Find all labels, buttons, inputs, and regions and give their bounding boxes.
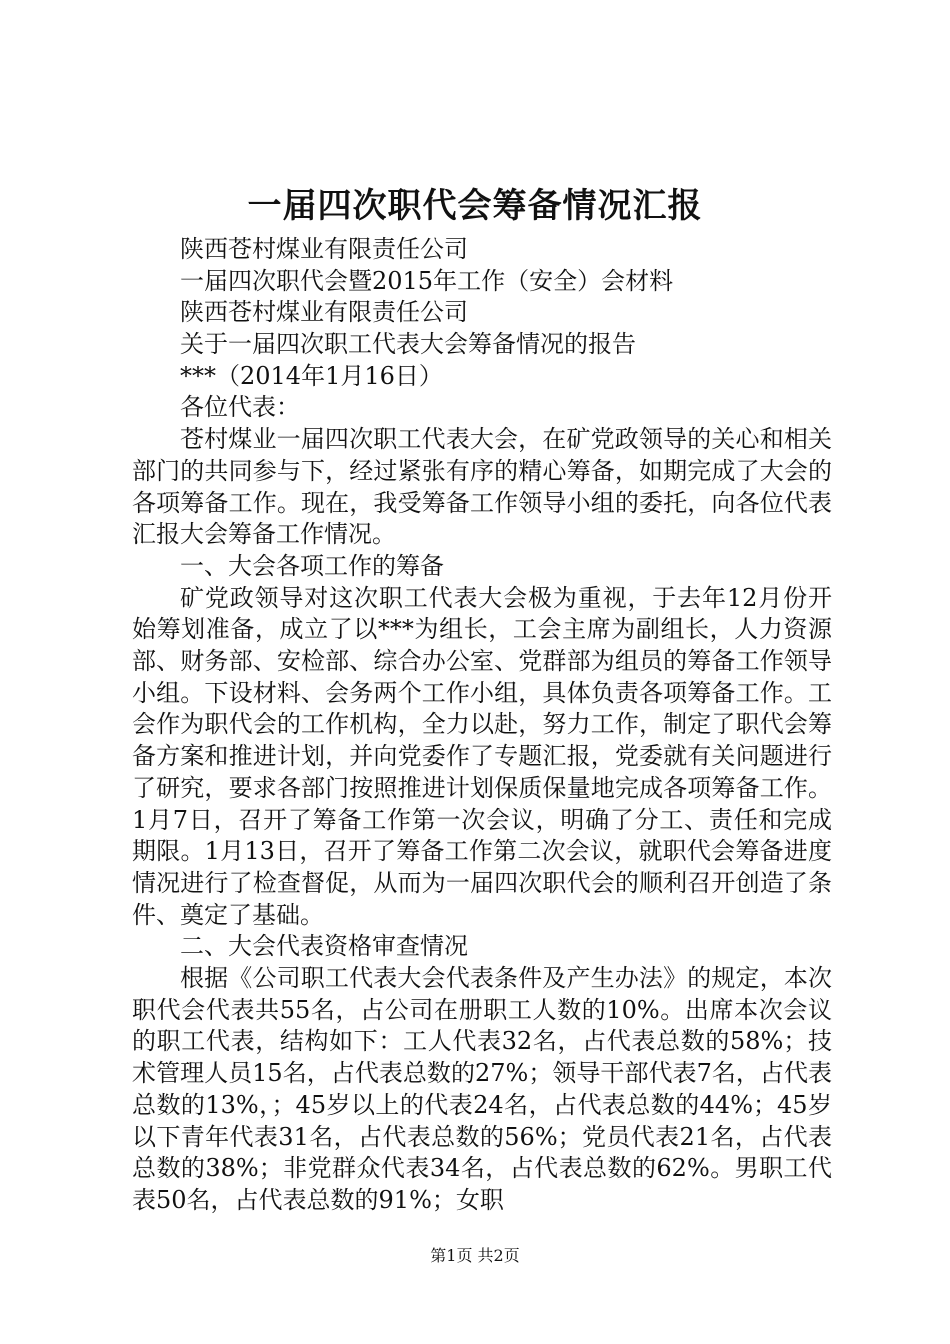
section-heading-1: 一、大会各项工作的筹备 bbox=[180, 551, 444, 580]
report-title-line: 关于一届四次职工代表大会筹备情况的报告 bbox=[180, 330, 636, 359]
document-title: 一届四次职代会筹备情况汇报 bbox=[247, 186, 703, 226]
meeting-material-line: 一届四次职代会暨2015年工作（安全）会材料 bbox=[180, 266, 674, 295]
intro-paragraph: 苍村煤业一届四次职工代表大会，在矿党政领导的关心和相关部门的共同参与下，经过紧张有序的精心筹备，如期完成了大会的各项筹备工作。现在，我受筹备工作领导小组的委托，向各位代表汇报大会筹备工作情况。 bbox=[132, 425, 832, 549]
salutation-line: 各位代表： bbox=[180, 393, 300, 422]
company-name-line: 陕西苍村煤业有限责任公司 bbox=[180, 235, 468, 263]
document-body bbox=[132, 234, 832, 1217]
preparation-paragraph: 矿党政领导对这次职工代表大会极为重视，于去年12月份开始筹划准备，成立了以***为组长，工会主席为副组长，人力资源部、财务部、安检部、综合办公室、党群部为组员的筹备工作领导小组。下设材料、会务两个工作小组，具体负责各项筹备工作。工会作为职代会的工作机构，全力以赴，努力工作，制定了职代会筹备方案和推进计划，并向党委作了专题汇报，党委就有关问题进行了研究，要求各部门按照推进计划保质保量地完成各项筹备工作。1月7日，召开了筹备工作第一次会议，明确了分工、责任和完成期限。1月13日，召开了筹备工作第二次会议，就职代会筹备进度情况进行了检查督促，从而为一届四次职代会的顺利召开创造了条件、奠定了基础。 bbox=[132, 583, 832, 929]
report-date-line: ***（2014年1月16日） bbox=[180, 361, 443, 390]
page-footer: 第1页 共2页 bbox=[430, 1246, 520, 1265]
section-heading-2: 二、大会代表资格审查情况 bbox=[180, 932, 468, 961]
company-name-line-2: 陕西苍村煤业有限责任公司 bbox=[180, 298, 468, 327]
delegate-qualification-paragraph: 根据《公司职工代表大会代表条件及产生办法》的规定，本次职代会代表共55名，占公司在册职工人数的10%。出席本次会议的职工代表，结构如下：工人代表32名，占代表总数的58%；技术管理人员15名，占代表总数的27%；领导干部代表7名，占代表总数的13%，；45岁以上的代表24名，占代表总数的44%；45岁以下青年代表31名，占代表总数的56%；党员代表21名，占代表总数的38%；非党群众代表34名，占代表总数的62%。男职工代表50名，占代表总数的91%；女职 bbox=[132, 964, 832, 1214]
